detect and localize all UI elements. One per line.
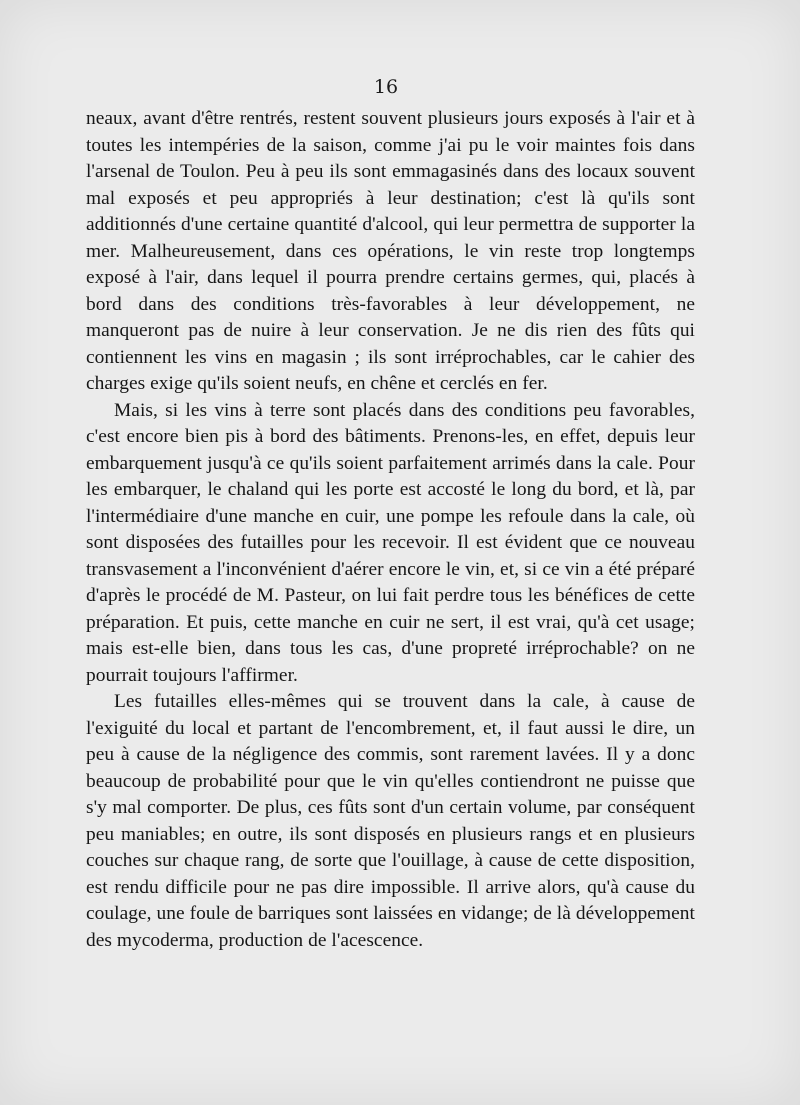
paragraph-2: Mais, si les vins à terre sont placés dans des conditions peu favorables, c'est encore bien pis à bord des bâtiments. Prenons-les, en effet, depuis leur embarquement jusqu'à ce qu'ils soient parfaitement arrimés dans la cale. Pour les embarquer, le chaland qui les porte est accosté le long du bord, et là, par l'intermédiaire d'une manche en cuir, une pompe les refoule dans la cale, où sont disposées des futailles pour les recevoir. Il est évident que ce nouveau transvasement a l'inconvénient d'aérer encore le vin, et, si ce vin a été préparé d'après le procédé de M. Pasteur, on lui fait perdre tous les bénéfices de cette préparation. Et puis, cette manche en cuir ne sert, il est vrai, qu'à cet usage; mais est-elle bien, dans tous les cas, d'une propreté irréprochable? on ne pourrait toujours l'affirmer. [86, 399, 695, 686]
paragraph-3: Les futailles elles-mêmes qui se trouvent dans la cale, à cause de l'exiguité du local et partant de l'encombrement, et, il faut aussi le dire, un peu à cause de la négligence des commis, sont rarement lavées. Il y a donc beaucoup de probabilité pour que le vin qu'elles contiendront ne puisse que s'y mal comporter. De plus, ces fûts sont d'un certain volume, par conséquent peu maniables; en outre, ils sont disposés en plusieurs rangs et en plusieurs couches sur chaque rang, de sorte que l'ouillage, à cause de cette disposition, est rendu difficile pour ne pas dire impossible. Il arrive alors, qu'à cause du coulage, une foule de barriques sont laissées en vidange; de là développement des mycoderma, production de l'acescence. [86, 691, 695, 951]
body-text [86, 106, 695, 954]
page-number: 16 [373, 76, 399, 98]
paragraph-1: neaux, avant d'être rentrés, restent souvent plusieurs jours exposés à l'air et à toutes les intempéries de la saison, comme j'ai pu le voir maintes fois dans l'arsenal de Toulon. Peu à peu ils sont emmagasinés dans des locaux souvent mal exposés et peu appropriés à leur destination; c'est là qu'ils sont additionnés d'une certaine quantité d'alcool, qui leur permettra de supporter la mer. Malheureusement, dans ces opérations, le vin reste trop longtemps exposé à l'air, dans lequel il pourra prendre certains germes, qui, placés à bord dans des conditions très-favorables à leur développement, ne manqueront pas de nuire à leur conservation. Je ne dis rien des fûts qui contiennent les vins en magasin ; ils sont irréprochables, car le cahier des charges exige qu'ils soient neufs, en chêne et cerclés en fer. [86, 108, 695, 394]
